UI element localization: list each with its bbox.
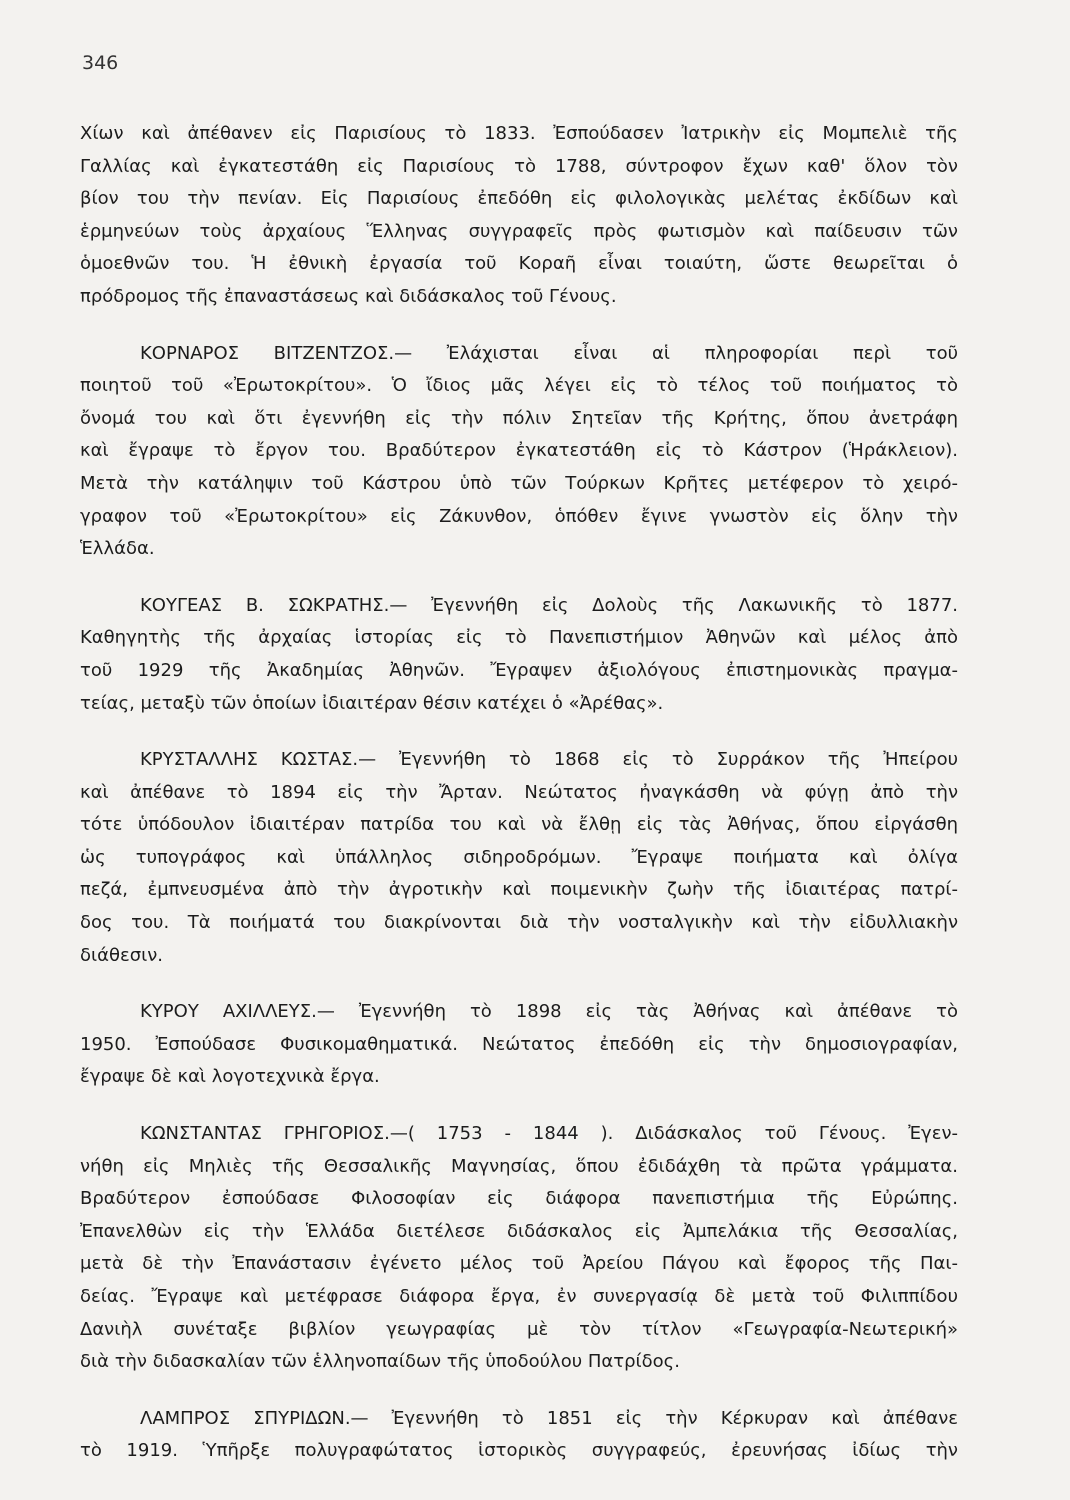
text-line: βίον του τὴν πενίαν. Εἰς Παρισίους ἐπεδόθη εἰς φιλολογικὰς μελέτας ἐκδίδων καὶ — [80, 188, 958, 210]
entry — [80, 590, 958, 720]
text-line: ἑρμηνεύων τοὺς ἀρχαίους Ἕλληνας συγγραφεῖς πρὸς φωτισμὸν καὶ παίδευσιν τῶν — [80, 220, 958, 242]
entry — [80, 1118, 958, 1379]
text-line: ὡς τυπογράφος καὶ ὑπάλληλος σιδηροδρόμων. Ἔγραψε ποιήματα καὶ ὀλίγα — [80, 846, 958, 868]
text-line: ἔγραψε δὲ καὶ λογοτεχνικὰ ἔργα. — [80, 1066, 380, 1088]
text-line: Γαλλίας καὶ ἐγκατεστάθη εἰς Παρισίους τὸ 1788, σύντροφον ἔχων καθ' ὅλον τὸν — [80, 155, 958, 177]
text-line: νήθη εἰς Μηλιὲς τῆς Θεσσαλικῆς Μαγνησίας, ὅπου ἐδιδάχθη τὰ πρῶτα γράμματα. — [80, 1155, 958, 1177]
text-line: ΚΡΥΣΤΑΛΛΗΣ ΚΩΣΤΑΣ.— Ἐγεννήθη τὸ 1868 εἰς τὸ Συρράκον τῆς Ἠπείρου — [140, 749, 958, 771]
text-line: Καθηγητὴς τῆς ἀρχαίας ἱστορίας εἰς τὸ Πανεπιστήμιον Ἀθηνῶν καὶ μέλος ἀπὸ — [80, 627, 958, 649]
text-line: δείας. Ἔγραψε καὶ μετέφρασε διάφορα ἔργα, ἐν συνεργασίᾳ δὲ μετὰ τοῦ Φιλιππίδου — [80, 1286, 958, 1307]
text-line: τοῦ 1929 τῆς Ἀκαδημίας Ἀθηνῶν. Ἔγραψεν ἀξιολόγους ἐπιστημονικὰς πραγμα- — [80, 659, 958, 681]
text-line: ΚΟΡΝΑΡΟΣ ΒΙΤΖΕΝΤΖΟΣ.— Ἐλάχισται εἶναι αἱ πληροφορίαι περὶ τοῦ — [140, 342, 958, 364]
text-line: τείας, μεταξὺ τῶν ὁποίων ἰδιαιτέραν θέσιν κατέχει ὁ «Ἀρέθας». — [80, 692, 664, 714]
entry — [80, 1403, 958, 1468]
body-text — [80, 118, 958, 1492]
text-line: τὸ 1919. Ὑπῆρξε πολυγραφώτατος ἱστορικὸς συγγραφεύς, ἐρευνήσας ἰδίως τὴν — [80, 1440, 958, 1462]
text-line: καὶ ἀπέθανε τὸ 1894 εἰς τὴν Ἄρταν. Νεώτατος ἠναγκάσθη νὰ φύγῃ ἀπὸ τὴν — [80, 781, 958, 803]
text-line: Χίων καὶ ἀπέθανεν εἰς Παρισίους τὸ 1833. Ἐσπούδασεν Ἰατρικὴν εἰς Μομπελιὲ τῆς — [80, 123, 958, 144]
text-line: μετὰ δὲ τὴν Ἐπανάστασιν ἐγένετο μέλος τοῦ Ἀρείου Πάγου καὶ ἔφορος τῆς Παι- — [80, 1253, 958, 1275]
text-line: διάθεσιν. — [80, 944, 163, 966]
entry — [80, 338, 958, 566]
text-line: Δανιὴλ συνέταξε βιβλίον γεωγραφίας μὲ τὸν τίτλον «Γεωγραφία-Νεωτερική» — [80, 1318, 958, 1340]
entry — [80, 118, 958, 314]
text-line: ὁμοεθνῶν του. Ἡ ἐθνικὴ ἐργασία τοῦ Κοραῆ εἶναι τοιαύτη, ὥστε θεωρεῖται ὁ — [80, 253, 958, 275]
page-number: 346 — [82, 52, 119, 74]
text-line: ΛΑΜΠΡΟΣ ΣΠΥΡΙΔΩΝ.— Ἐγεννήθη τὸ 1851 εἰς τὴν Κέρκυραν καὶ ἀπέθανε — [140, 1407, 958, 1429]
text-line: πεζά, ἐμπνευσμένα ἀπὸ τὴν ἀγροτικὴν καὶ ποιμενικὴν ζωὴν τῆς ἰδιαιτέρας πατρί- — [80, 879, 958, 901]
text-line: ΚΟΥΓΕΑΣ Β. ΣΩΚΡΑΤΗΣ.— Ἐγεννήθη εἰς Δολοὺς τῆς Λακωνικῆς τὸ 1877. — [140, 594, 958, 616]
text-line: πρόδρομος τῆς ἐπαναστάσεως καὶ διδάσκαλος τοῦ Γένους. — [80, 285, 617, 307]
text-line: Ἐπανελθὼν εἰς τὴν Ἑλλάδα διετέλεσε διδάσκαλος εἰς Ἀμπελάκια τῆς Θεσσαλίας, — [80, 1220, 958, 1242]
text-line: 1950. Ἐσπούδασε Φυσικομαθηματικά. Νεώτατος ἐπεδόθη εἰς τὴν δημοσιογραφίαν, — [80, 1033, 958, 1055]
text-line: Ἑλλάδα. — [80, 538, 155, 560]
entry — [80, 996, 958, 1094]
text-line: ΚΥΡΟΥ ΑΧΙΛΛΕΥΣ.— Ἐγεννήθη τὸ 1898 εἰς τὰς Ἀθήνας καὶ ἀπέθανε τὸ — [140, 1001, 958, 1023]
text-line: γραφον τοῦ «Ἐρωτοκρίτου» εἰς Ζάκυνθον, ὁπόθεν ἔγινε γνωστὸν εἰς ὅλην τὴν — [80, 505, 958, 527]
text-line: ποιητοῦ τοῦ «Ἐρωτοκρίτου». Ὁ ἴδιος μᾶς λέγει εἰς τὸ τέλος τοῦ ποιήματος τὸ — [80, 375, 958, 397]
entry — [80, 744, 958, 972]
text-line: ΚΩΝΣΤΑΝΤΑΣ ΓΡΗΓΟΡΙΟΣ.—( 1753 - 1844 ). Διδάσκαλος τοῦ Γένους. Ἐγεν- — [140, 1123, 958, 1145]
text-line: δος του. Τὰ ποιήματά του διακρίνονται διὰ τὴν νοσταλγικὴν καὶ τὴν εἰδυλλιακὴν — [80, 912, 958, 934]
text-line: καὶ ἔγραψε τὸ ἔργον του. Βραδύτερον ἐγκατεστάθη εἰς τὸ Κάστρον (Ἡράκλειον). — [80, 440, 958, 462]
text-line: Βραδύτερον ἐσπούδασε Φιλοσοφίαν εἰς διάφορα πανεπιστήμια τῆς Εὐρώπης. — [80, 1188, 958, 1210]
text-line: Μετὰ τὴν κατάληψιν τοῦ Κάστρου ὑπὸ τῶν Τούρκων Κρῆτες μετέφερον τὸ χειρό- — [80, 472, 958, 494]
text-line: τότε ὑπόδουλον ἰδιαιτέραν πατρίδα του καὶ νὰ ἔλθῃ εἰς τὰς Ἀθήνας, ὅπου εἰργάσθη — [80, 814, 958, 836]
text-line: διὰ τὴν διδασκαλίαν τῶν ἑλληνοπαίδων τῆς ὑποδούλου Πατρίδος. — [80, 1351, 680, 1373]
text-line: ὄνομά του καὶ ὅτι ἐγεννήθη εἰς τὴν πόλιν Σητεῖαν τῆς Κρήτης, ὅπου ἀνετράφη — [80, 407, 958, 429]
